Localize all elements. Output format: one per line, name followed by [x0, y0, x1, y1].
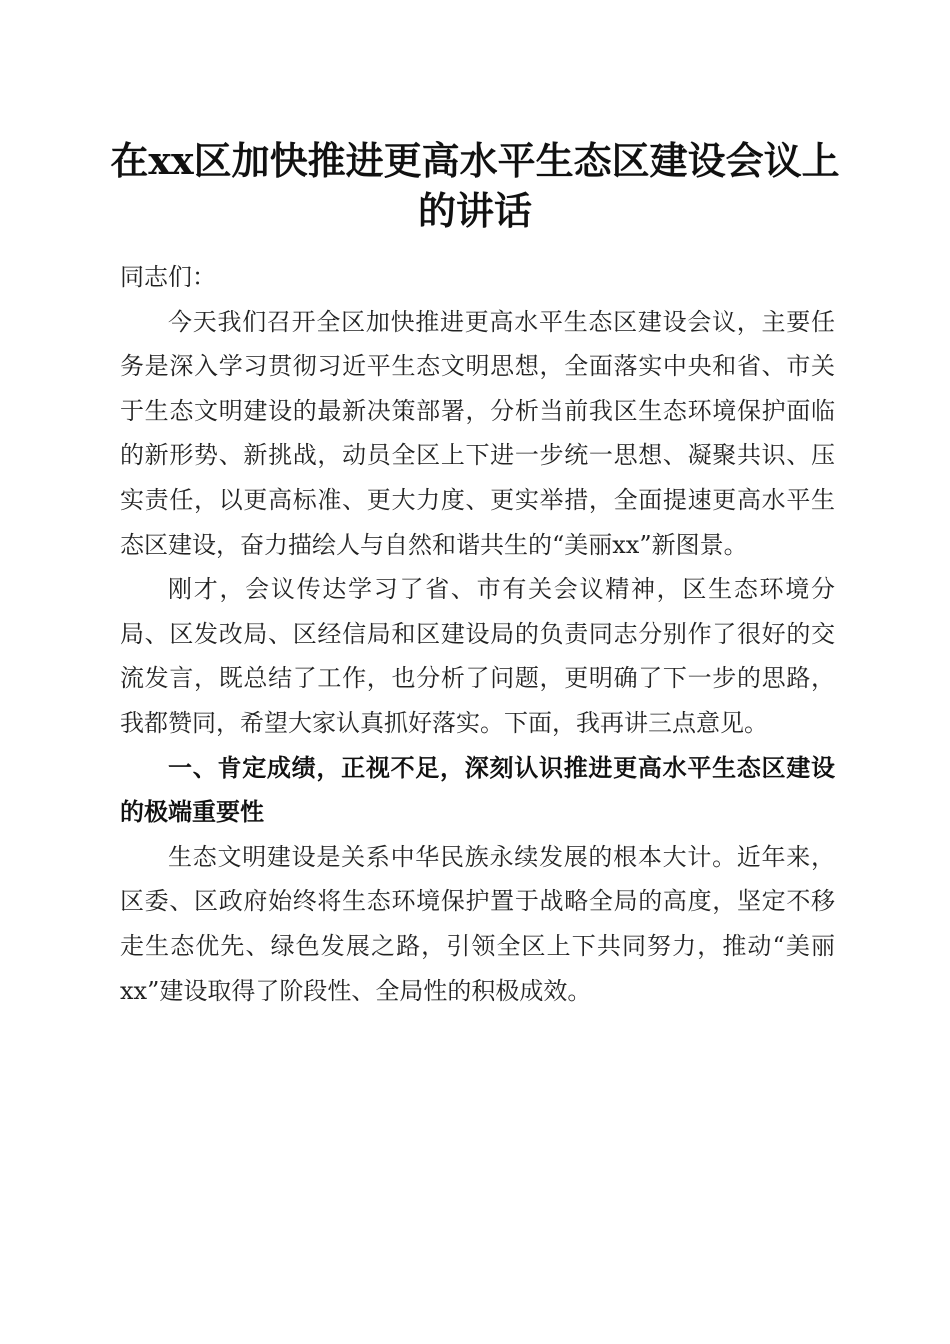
section-1-paragraph: 生态文明建设是关系中华民族永续发展的根本大计。近年来，区委、区政府始终将生态环境保护置于战略全局的高度，坚定不移走生态优先、绿色发展之路，引领全区上下共同努力，推动“美丽xx”建设取得了阶段性、全局性的积极成效。 [120, 842, 835, 1005]
document-body [120, 255, 835, 1013]
paragraph-intro: 今天我们召开全区加快推进更高水平生态区建设会议，主要任务是深入学习贯彻习近平生态文明思想，全面落实中央和省、市关于生态文明建设的最新决策部署，分析当前我区生态环境保护面临的新形势、新挑战，动员全区上下进一步统一思想、凝聚共识、压实责任，以更高标准、更大力度、更实举措，全面提速更高水平生态区建设，奋力描绘人与自然和谐共生的“美丽xx”新图景。 [120, 307, 835, 559]
salutation: 同志们： [120, 263, 216, 291]
document-title [110, 136, 840, 236]
title-line-1: 在xx区加快推进更高水平生态区建设会议上 [110, 138, 840, 183]
title-line-2: 的讲话 [417, 188, 532, 233]
section-heading-1: 一、肯定成绩，正视不足，深刻认识推进更高水平生态区建设的极端重要性 [120, 753, 835, 827]
paragraph-summary: 刚才，会议传达学习了省、市有关会议精神，区生态环境分局、区发改局、区经信局和区建设局的负责同志分别作了很好的交流发言，既总结了工作，也分析了问题，更明确了下一步的思路，我都赞同，希望大家认真抓好落实。下面，我再讲三点意见。 [120, 575, 835, 737]
